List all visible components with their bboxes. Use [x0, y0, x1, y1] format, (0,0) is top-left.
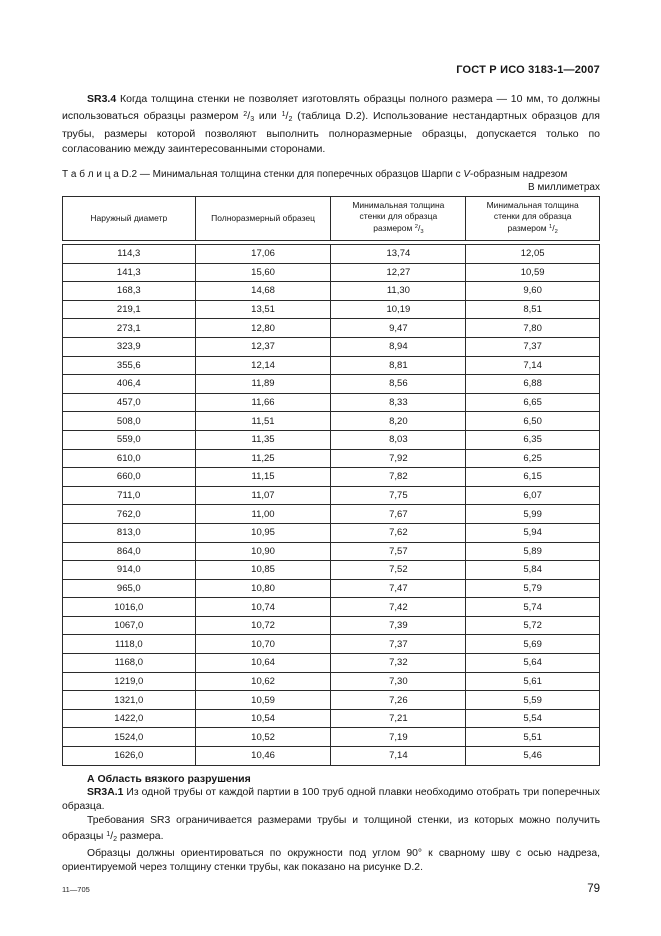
table-row [63, 579, 600, 598]
table-cell: 9,60 [466, 282, 600, 301]
table-cell: 1219,0 [63, 672, 196, 691]
table-row [63, 486, 600, 505]
data-table [62, 244, 600, 766]
table-cell: 5,51 [466, 728, 600, 747]
table-cell: 10,62 [195, 672, 331, 691]
table-cell: 12,27 [331, 263, 466, 282]
table-cell: 7,82 [331, 468, 466, 487]
table-cell: 6,25 [466, 449, 600, 468]
page-footer [62, 883, 600, 895]
table-header-row [63, 197, 600, 241]
table-row [63, 654, 600, 673]
print-code: 11—705 [62, 884, 90, 894]
table-cell: 114,3 [63, 245, 196, 264]
table-cell: 11,07 [195, 486, 331, 505]
column-header-full-size-specimen: Полноразмерный образец [195, 197, 331, 241]
table-cell: 8,81 [331, 356, 466, 375]
paragraph-orientation: Образцы должны ориентироваться по окружности под углом 90° к сварному шву с осью надреза, ориентируемой через толщину стенки трубы, как показано на рисунке D.2. [62, 847, 600, 873]
table-cell: 168,3 [63, 282, 196, 301]
table-cell: 1016,0 [63, 598, 196, 617]
table-cell: 7,42 [331, 598, 466, 617]
table-cell: 10,54 [195, 709, 331, 728]
units-label: В миллиметрах [528, 182, 600, 193]
table-cell: 7,37 [331, 635, 466, 654]
table-cell: 12,05 [466, 245, 600, 264]
table-cell: 7,21 [331, 709, 466, 728]
table-cell: 7,47 [331, 579, 466, 598]
table-cell: 10,95 [195, 523, 331, 542]
table-cell: 1626,0 [63, 747, 196, 766]
table-cell: 6,35 [466, 430, 600, 449]
table-row [63, 337, 600, 356]
section-heading: А Область вязкого разрушения [87, 772, 251, 785]
table-row [63, 561, 600, 580]
table-cell: 11,15 [195, 468, 331, 487]
table-cell: 10,70 [195, 635, 331, 654]
table-cell: 7,52 [331, 561, 466, 580]
table-row [63, 505, 600, 524]
table-cell: 8,94 [331, 337, 466, 356]
table-cell: 8,51 [466, 300, 600, 319]
table-row [63, 616, 600, 635]
table-header [62, 196, 600, 241]
table-cell: 10,74 [195, 598, 331, 617]
column-header-two-thirds-size: Минимальная толщина стенки для образца размером $^2/_3$ [331, 197, 466, 241]
table-cell: 864,0 [63, 542, 196, 561]
table-cell: 711,0 [63, 486, 196, 505]
table-cell: 7,75 [331, 486, 466, 505]
table-cell: 355,6 [63, 356, 196, 375]
table-row [63, 393, 600, 412]
table-cell: 10,80 [195, 579, 331, 598]
table-row [63, 523, 600, 542]
table-row [63, 598, 600, 617]
intro-paragraph: SR3.4 Когда толщина стенки не позволяет изготовлять образцы полного размера — 10 мм, то должны использоваться образцы размером $^2/_3$ или $^1/_2$ (таблица D.2). Использование нестандартных образцов для трубы, размеры которой позволяют выполнить полноразмерные образцы, допускается только по согласованию между заинтересованными сторонами. [62, 93, 600, 155]
table-cell: 13,74 [331, 245, 466, 264]
table-cell: 5,54 [466, 709, 600, 728]
table-caption: Т а б л и ц а D.2 — Минимальная толщина стенки для поперечных образцов Шарпи с V-образным надрезом [62, 169, 568, 180]
table-row [63, 672, 600, 691]
table-cell: 7,92 [331, 449, 466, 468]
table-cell: 508,0 [63, 412, 196, 431]
table-row [63, 747, 600, 766]
table-cell: 10,72 [195, 616, 331, 635]
table-cell: 6,50 [466, 412, 600, 431]
table-cell: 5,84 [466, 561, 600, 580]
table-row [63, 542, 600, 561]
page-number: 79 [587, 882, 600, 895]
table-cell: 914,0 [63, 561, 196, 580]
table-row [63, 412, 600, 431]
table-cell: 7,67 [331, 505, 466, 524]
table-cell: 1067,0 [63, 616, 196, 635]
table-cell: 7,39 [331, 616, 466, 635]
paragraph-requirements: Требования SR3 ограничивается размерами трубы и толщиной стенки, из которых можно получить образцы $^1/_2$ размера. [62, 814, 600, 843]
table-cell: 6,65 [466, 393, 600, 412]
table-cell: 7,30 [331, 672, 466, 691]
table-cell: 7,26 [331, 691, 466, 710]
table-cell: 219,1 [63, 300, 196, 319]
table-cell: 660,0 [63, 468, 196, 487]
column-header-one-half-size: Минимальная толщина стенки для образца размером $^1/_2$ [466, 197, 600, 241]
table-cell: 10,90 [195, 542, 331, 561]
doc-code: ГОСТ Р ИСО 3183-1—2007 [456, 64, 600, 76]
table-cell: 273,1 [63, 319, 196, 338]
table-row [63, 468, 600, 487]
fraction: $^1/_2$ [548, 222, 558, 235]
table-cell: 7,62 [331, 523, 466, 542]
table-cell: 5,61 [466, 672, 600, 691]
table-cell: 9,47 [331, 319, 466, 338]
table-cell: 11,25 [195, 449, 331, 468]
table-cell: 1524,0 [63, 728, 196, 747]
table-cell: 7,80 [466, 319, 600, 338]
table-cell: 5,94 [466, 523, 600, 542]
table-row [63, 728, 600, 747]
table-cell: 10,19 [331, 300, 466, 319]
table-cell: 11,51 [195, 412, 331, 431]
table-cell: 10,46 [195, 747, 331, 766]
table-cell: 8,33 [331, 393, 466, 412]
table-cell: 6,88 [466, 375, 600, 394]
table-row [63, 319, 600, 338]
table-row [63, 709, 600, 728]
table-row [63, 356, 600, 375]
table-cell: 11,66 [195, 393, 331, 412]
table-cell: 1118,0 [63, 635, 196, 654]
fraction: $^1/_2$ [106, 830, 118, 843]
fraction: $^2/_3$ [243, 110, 255, 123]
table-cell: 10,85 [195, 561, 331, 580]
table-cell: 5,72 [466, 616, 600, 635]
table-cell: 8,03 [331, 430, 466, 449]
fraction: $^1/_2$ [281, 110, 293, 123]
table-row [63, 282, 600, 301]
table-cell: 10,52 [195, 728, 331, 747]
table-cell: 559,0 [63, 430, 196, 449]
table-cell: 323,9 [63, 337, 196, 356]
table-cell: 5,74 [466, 598, 600, 617]
table-row [63, 635, 600, 654]
table-cell: 1321,0 [63, 691, 196, 710]
table-cell: 5,99 [466, 505, 600, 524]
table-cell: 6,07 [466, 486, 600, 505]
table-cell: 406,4 [63, 375, 196, 394]
table-cell: 7,37 [466, 337, 600, 356]
table-cell: 13,51 [195, 300, 331, 319]
fraction: $^2/_3$ [414, 222, 424, 235]
table-cell: 7,19 [331, 728, 466, 747]
table-row [63, 430, 600, 449]
table-cell: 5,79 [466, 579, 600, 598]
table-cell: 12,14 [195, 356, 331, 375]
table-cell: 17,06 [195, 245, 331, 264]
table-cell: 5,64 [466, 654, 600, 673]
table-cell: 762,0 [63, 505, 196, 524]
table-cell: 10,59 [195, 691, 331, 710]
table-cell: 610,0 [63, 449, 196, 468]
table-cell: 10,64 [195, 654, 331, 673]
table-row [63, 263, 600, 282]
table-cell: 6,15 [466, 468, 600, 487]
table-cell: 14,68 [195, 282, 331, 301]
table-cell: 141,3 [63, 263, 196, 282]
table-cell: 12,80 [195, 319, 331, 338]
table-cell: 8,20 [331, 412, 466, 431]
table-cell: 8,56 [331, 375, 466, 394]
paragraph-sr3a1: SR3A.1 Из одной трубы от каждой партии в 100 труб одной плавки необходимо отобрать три поперечных образца. [62, 786, 600, 812]
table-cell: 1422,0 [63, 709, 196, 728]
table-row [63, 449, 600, 468]
table-cell: 10,59 [466, 263, 600, 282]
column-header-outer-diameter: Наружный диаметр [63, 197, 196, 241]
table-row [63, 691, 600, 710]
table-cell: 5,59 [466, 691, 600, 710]
table-cell: 7,32 [331, 654, 466, 673]
table-cell: 5,46 [466, 747, 600, 766]
table-row [63, 375, 600, 394]
table-cell: 7,14 [331, 747, 466, 766]
table-row [63, 300, 600, 319]
table-cell: 965,0 [63, 579, 196, 598]
table-cell: 7,57 [331, 542, 466, 561]
table-cell: 15,60 [195, 263, 331, 282]
table-cell: 11,00 [195, 505, 331, 524]
table-cell: 11,30 [331, 282, 466, 301]
table-cell: 12,37 [195, 337, 331, 356]
table-cell: 5,69 [466, 635, 600, 654]
table-row [63, 245, 600, 264]
table-cell: 7,14 [466, 356, 600, 375]
table-cell: 1168,0 [63, 654, 196, 673]
table-cell: 11,89 [195, 375, 331, 394]
table-cell: 813,0 [63, 523, 196, 542]
table-cell: 5,89 [466, 542, 600, 561]
table-cell: 457,0 [63, 393, 196, 412]
table-cell: 11,35 [195, 430, 331, 449]
